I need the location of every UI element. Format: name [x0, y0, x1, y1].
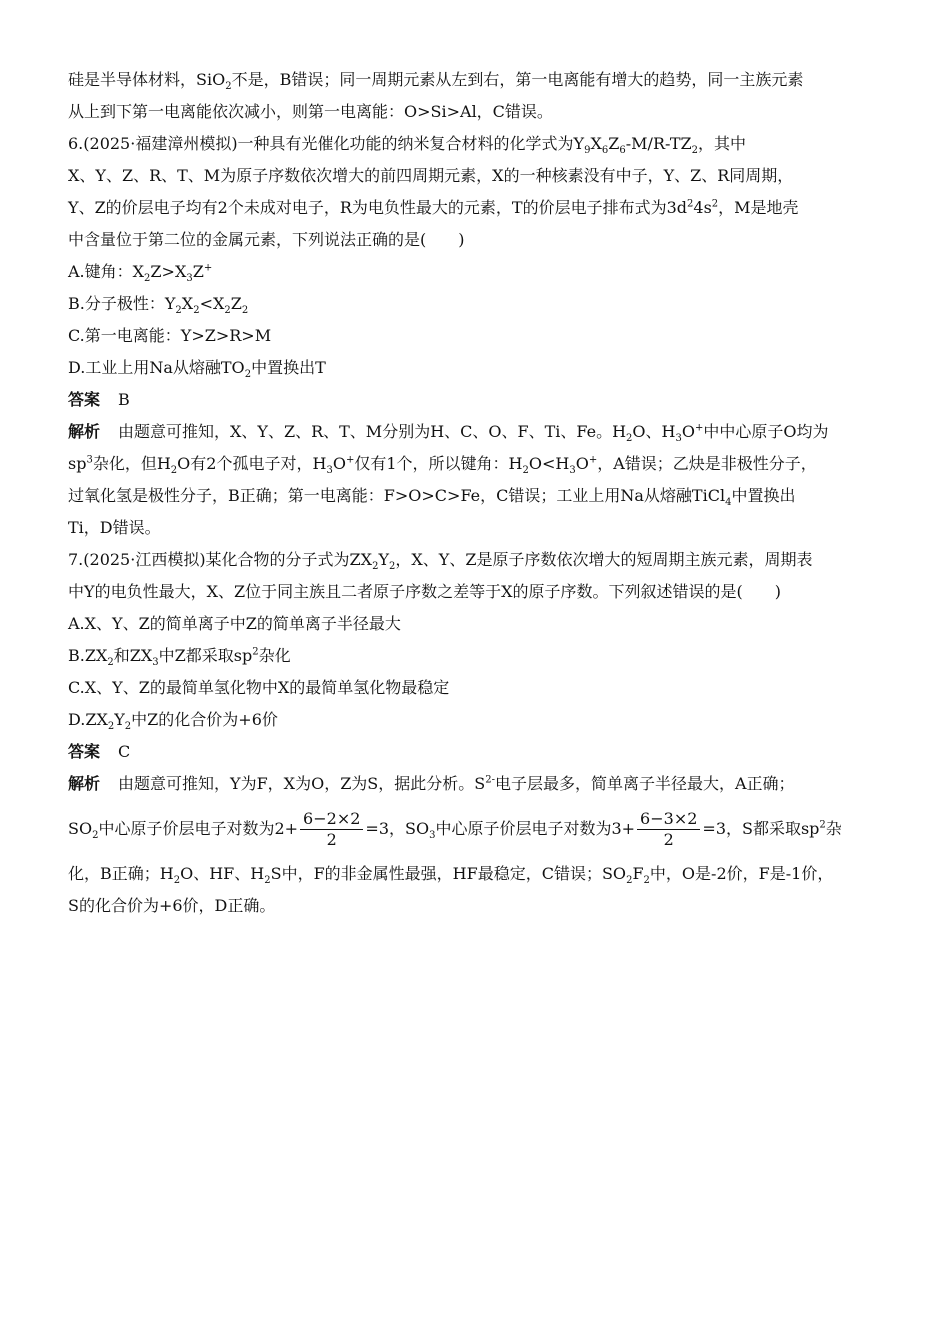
- q7-analysis-line-3: 化，B正确；$H_2O$、HF、$H_2S$中，F的非金属性最强，HF最稳定，C错误；$SO_2F_2$中，O是-2价，F是-1价，: [68, 864, 834, 887]
- q7-option-a: A.X、Y、Z的简单离子中Z的简单离子半径最大: [68, 614, 401, 633]
- q6-stem-line-1: 6.(2025·福建漳州模拟)一种具有光催化功能的纳米复合材料的化学式为$Y_9X_6Z_6-M/R-TZ_2$，其中: [68, 134, 747, 157]
- q6-stem-line-2: X、Y、Z、R、T、M为原子序数依次增大的前四周期元素，X的一种核素没有中子，Y、Z、R同周期，: [68, 166, 794, 185]
- q6-answer: 答案 B: [68, 390, 130, 409]
- q7-stem-line-2: 中Y的电负性最大，X、Z位于同主族且二者原子序数之差等于X的原子序数。下列叙述错误的是( ): [68, 582, 781, 601]
- fraction-1: $\frac{6-2\times 2}{2}$: [300, 809, 363, 850]
- q6-stem-line-4: 中含量位于第二位的金属元素，下列说法正确的是( ): [68, 230, 465, 249]
- q6-analysis-line-1: 解析 由题意可推知，X、Y、Z、R、T、M分别为H、C、O、F、Ti、Fe。$H_2O$、$H_3O^+$中中心原子O均为: [68, 422, 829, 445]
- q6-option-d: D.工业上用Na从熔融$TO_2$中置换出T: [68, 358, 326, 381]
- q6-option-a: A.键角：$X_2Z>X_3Z^+$: [68, 262, 213, 285]
- document-page: [68, 64, 886, 922]
- q7-option-c: C.X、Y、Z的最简单氢化物中X的最简单氢化物最稳定: [68, 678, 450, 697]
- q7-option-d: $D.ZX_2Y_2$中Z的化合价为+6价: [68, 710, 278, 733]
- q6-option-b: B.分子极性：$Y_2X_2<X_2Z_2$: [68, 294, 249, 317]
- q7-analysis-line-4: S的化合价为+6价，D正确。: [68, 896, 276, 915]
- q7-answer: 答案 C: [68, 742, 131, 761]
- q6-analysis-line-2: $sp^3$杂化，但$H_2O$有2个孤电子对，$H_3O^+$仅有1个，所以键角：$H_2O<H_3O^+$，A错误；乙炔是非极性分子，: [68, 454, 817, 477]
- q6-option-c: C.第一电离能：Y>Z>R>M: [68, 326, 272, 345]
- q7-analysis-line-1: 解析 由题意可推知，Y为F，X为O，Z为S，据此分析。$S^{2-}$电子层最多，简单离子半径最大，A正确；: [68, 774, 795, 793]
- intro-line-2: 从上到下第一电离能依次减小，则第一电离能：O>Si>Al，C错误。: [68, 102, 553, 121]
- q6-stem-line-3: Y、Z的价层电子均有2个未成对电子，R为电负性最大的元素，T的价层电子排布式为$3d^24s^2$，M是地壳: [68, 198, 799, 217]
- q7-analysis-line-2: $SO_2$中心原子价层电子对数为2+ $\frac{6-2\times 2}{2}$ =3，$SO_3$中心原子价层电子对数为3+ $\frac{6-3\times 2}{2}$ =3，S都采取$sp^2$杂: [68, 809, 842, 849]
- q7-option-b: $B.ZX_2$和$ZX_3$中Z都采取$sp^2$杂化: [68, 646, 291, 669]
- intro-line-1: 硅是半导体材料，SiO$_2$不是，B错误；同一周期元素从左到右，第一电离能有增大的趋势，同一主族元素: [68, 70, 804, 93]
- q6-analysis-line-4: Ti，D错误。: [68, 518, 161, 537]
- fraction-2: $\frac{6-3\times 2}{2}$: [637, 809, 700, 850]
- q6-analysis-line-3: 过氧化氢是极性分子，B正确；第一电离能：F>O>C>Fe，C错误；工业上用Na从熔融TiCl$_4$中置换出: [68, 486, 796, 509]
- q7-stem-line-1: 7.(2025·江西模拟)某化合物的分子式为$ZX_2Y_2$，X、Y、Z是原子序数依次增大的短周期主族元素，周期表: [68, 550, 813, 573]
